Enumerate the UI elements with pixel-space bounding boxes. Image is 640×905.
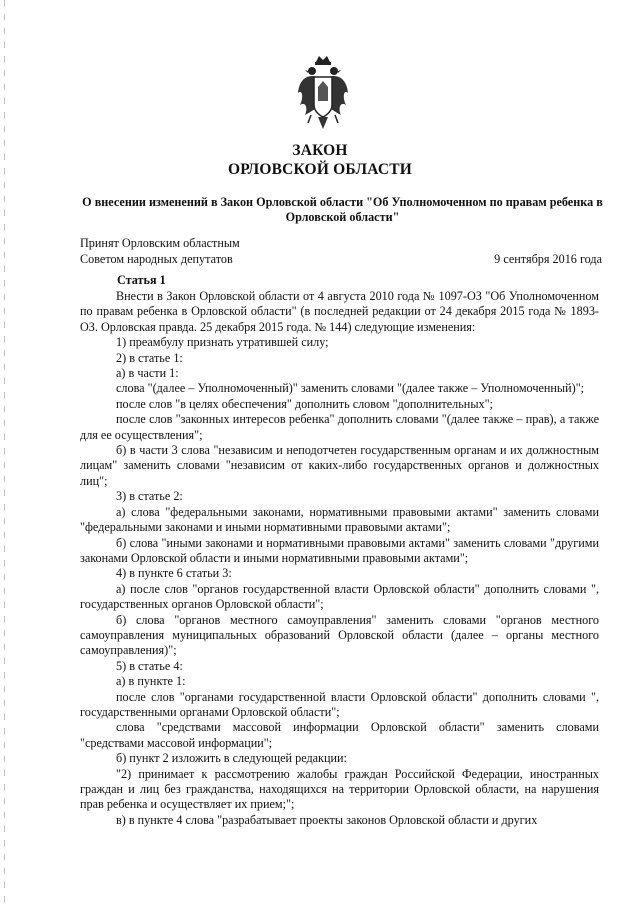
adoption-date: 9 сентября 2016 года — [494, 252, 602, 266]
document-region: ОРЛОВСКОЙ ОБЛАСТИ — [227, 161, 413, 178]
paragraph: б) пункт 2 изложить в следующей редакции: — [116, 751, 347, 766]
paragraph: слова "средствами массовой информации Орловской области" заменить словами "средствами массовой информации"; — [80, 720, 599, 750]
paragraph: 5) в статье 4: — [116, 658, 183, 673]
document-title: ЗАКОН — [292, 142, 348, 159]
adoption-line-1: Принят Орловским областным — [80, 236, 240, 250]
paragraph: б) слова "иными законами и нормативными правовыми актами" заменить словами "другими законами Орловской области и иными нормативными правовыми актами"; — [80, 535, 599, 565]
paragraph: после слов "в целях обеспечения" дополнить словом "дополнительных"; — [116, 396, 493, 411]
coat-of-arms-icon — [296, 53, 350, 133]
article-body — [80, 289, 599, 828]
paragraph: 1) преамбулу признать утратившей силу; — [116, 335, 329, 350]
adoption-line-2: Советом народных депутатов — [80, 252, 233, 266]
paragraph: б) в части 3 слова "независим и неподотчетен государственным органам и их должностным лицам" заменить словами "независим от каких-либо государственных органов и должностных лиц"; — [80, 443, 599, 488]
paragraph: а) слова "федеральными законами, нормативными правовыми актами" заменить словами "федеральными законами и иными нормативными правовыми актами"; — [80, 504, 599, 535]
paragraph: после слов "органами государственной власти Орловской области" дополнить словами ", государственными органами Орловской области"; — [80, 689, 599, 719]
paragraph: а) в части 1: — [116, 366, 179, 381]
paragraph: "2) принимает к рассмотрению жалобы граждан Российской Федерации, иностранных граждан и лиц без гражданства, находящихся на территории Орловской области, на нарушения прав ребенка и осуществляет их прием;"; — [80, 766, 599, 812]
page-edge-marks — [4, 0, 5, 905]
paragraph: а) после слов "органов государственной власти Орловской области" дополнить словами ", государственных органов Орловской области"; — [80, 581, 599, 612]
paragraph: после слов "законных интересов ребенка" дополнить словами "(далее также – прав), а также для ее осуществления"; — [80, 412, 599, 442]
paragraph: а) в пункте 1: — [116, 674, 186, 689]
article-heading: Статья 1 — [117, 273, 166, 287]
paragraph: в) в пункте 4 слова "разрабатывает проекты законов Орловской области и других — [116, 812, 538, 827]
paragraph: 4) в пункте 6 статьи 3: — [116, 566, 232, 581]
document-subtitle: О внесении изменений в Закон Орловской области "Об Уполномоченном по правам ребенка в Орловской области" — [82, 195, 603, 224]
paragraph: 3) в статье 2: — [116, 489, 183, 504]
paragraph: слова "(далее – Уполномоченный)" заменить словами "(далее также – Уполномоченный)"; — [116, 381, 585, 396]
paragraph: Внести в Закон Орловской области от 4 августа 2010 года № 1097-ОЗ "Об Уполномоченном по правам ребенка в Орловской области" (в последней редакции от 24 декабря 2015 года № 1893-ОЗ. Орловская правда. 25 декабря 2015 года. № 144) следующие изменения: — [80, 289, 599, 334]
adoption-info — [80, 235, 240, 267]
paragraph: б) слова "органов местного самоуправления" заменить словами "органов местного самоуправления муниципальных образований Орловской области (далее – органы местного самоуправления)"; — [80, 612, 599, 658]
paragraph: 2) в статье 1: — [116, 350, 183, 365]
